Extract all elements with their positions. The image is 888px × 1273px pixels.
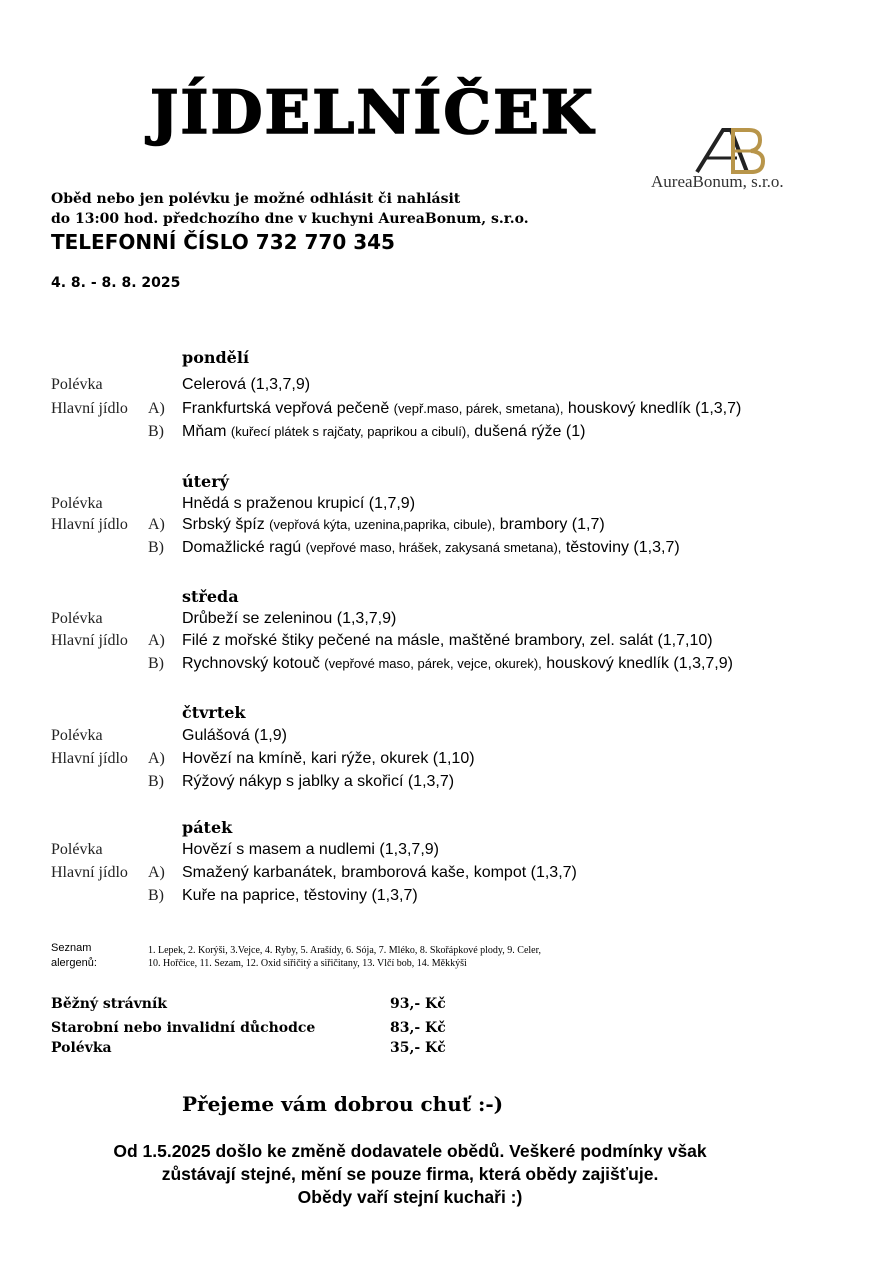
option-b-marker: B) [148,773,164,790]
day-heading: pátek [182,818,233,837]
phone-number: TELEFONNÍ ČÍSLO 732 770 345 [51,230,395,254]
soup-label: Polévka [51,610,103,627]
option-a-marker: A) [148,516,165,533]
main-dish-a: Hovězí na kmíně, kari rýže, okurek (1,10) [182,750,475,767]
greeting: Přejeme vám dobrou chuť :-) [182,1092,504,1116]
main-label: Hlavní jídlo [51,632,128,649]
price-label: Starobní nebo invalidní důchodce [51,1020,316,1036]
supplier-change-note: Od 1.5.2025 došlo ke změně dodavatele obědů. Veškeré podmínky však zůstávají stejné, mění se pouze firma, která obědy zajišťuje. Obědy vaří stejní kuchaři :) [113,1141,707,1207]
soup-label: Polévka [51,841,103,858]
price-label: Polévka [51,1040,112,1056]
date-range: 4. 8. - 8. 8. 2025 [51,275,181,291]
soup-dish: Hnědá s praženou krupicí (1,7,9) [182,495,416,512]
price-value: 93,- Kč [390,996,446,1012]
day-heading: čtvrtek [182,703,246,722]
soup-dish: Gulášová (1,9) [182,727,287,744]
option-a-marker: A) [148,400,165,417]
main-dish-b: Rýžový nákyp s jablky a skořicí (1,3,7) [182,773,455,790]
soup-label: Polévka [51,495,103,512]
allergen-list: 1. Lepek, 2. Korýši, 3.Vejce, 4. Ryby, 5. Arašídy, 6. Sója, 7. Mléko, 8. Skořápkové plody, 9. Celer, 10. Hořčice, 11. Sezam, 12. Oxid siřičitý a siřičitany, 13. Vlčí bob, 14. Měkkýši [148,945,542,969]
day-heading: pondělí [182,348,250,367]
day-heading: středa [182,587,239,606]
main-dish-a: Frankfurtská vepřová pečeně (vepř.maso, párek, smetana), houskový knedlík (1,3,7) [182,400,742,417]
option-b-marker: B) [148,423,164,440]
soup-dish: Celerová (1,3,7,9) [182,376,311,393]
main-dish-b: Rychnovský kotouč (vepřové maso, párek, vejce, okurek), houskový knedlík (1,3,7,9) [182,655,733,672]
main-label: Hlavní jídlo [51,516,128,533]
day-heading: úterý [182,472,229,491]
soup-dish: Hovězí s masem a nudlemi (1,3,7,9) [182,841,439,858]
soup-label: Polévka [51,376,103,393]
option-b-marker: B) [148,887,164,904]
company-logo [645,108,825,208]
page-title: JÍDELNÍČEK [150,78,595,148]
allergen-label: Seznam alergenů: [51,942,97,969]
main-label: Hlavní jídlo [51,864,128,881]
option-b-marker: B) [148,539,164,556]
logo-text: AureaBonum, s.r.o. [651,172,784,191]
price-value: 83,- Kč [390,1020,446,1036]
option-a-marker: A) [148,864,165,881]
soup-dish: Drůbeží se zeleninou (1,3,7,9) [182,610,397,627]
price-value: 35,- Kč [390,1040,446,1056]
main-dish-a: Filé z mořské štiky pečené na másle, maštěné brambory, zel. salát (1,7,10) [182,632,713,649]
option-a-marker: A) [148,632,165,649]
main-label: Hlavní jídlo [51,400,128,417]
main-dish-a: Srbský špíz (vepřová kýta, uzenina,paprika, cibule), brambory (1,7) [182,516,605,533]
price-label: Běžný strávník [51,996,168,1012]
option-b-marker: B) [148,655,164,672]
main-dish-b: Mňam (kuřecí plátek s rajčaty, paprikou a cibulí), dušená rýže (1) [182,423,586,440]
main-dish-b: Domažlické ragú (vepřové maso, hrášek, zakysaná smetana), těstoviny (1,3,7) [182,539,680,556]
main-dish-a: Smažený karbanátek, bramborová kaše, kompot (1,3,7) [182,864,577,881]
main-dish-b: Kuře na paprice, těstoviny (1,3,7) [182,887,418,904]
soup-label: Polévka [51,727,103,744]
option-a-marker: A) [148,750,165,767]
main-label: Hlavní jídlo [51,750,128,767]
notice-line-1: Oběd nebo jen polévku je možné odhlásit či nahlásit [51,191,461,207]
notice-line-2: do 13:00 hod. předchozího dne v kuchyni AureaBonum, s.r.o. [51,211,529,227]
